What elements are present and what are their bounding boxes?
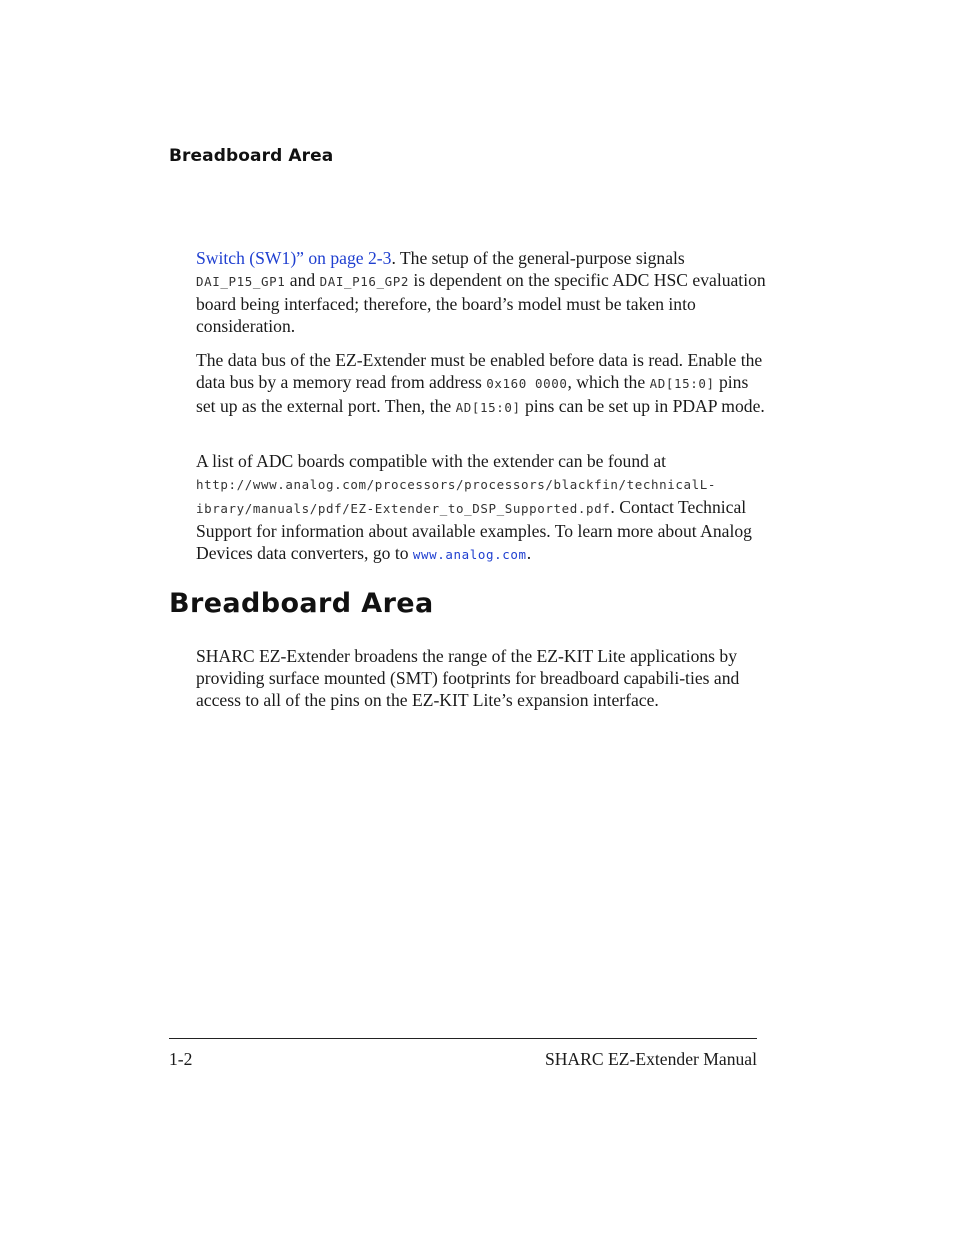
signal-name-code: DAI_P16_GP2 (319, 274, 409, 289)
manual-title: SHARC EZ-Extender Manual (544, 1049, 757, 1069)
pin-name-code: AD[15:0] (455, 400, 521, 415)
analog-website-link[interactable]: www.analog.com (412, 547, 527, 562)
url-code: http://www.analog.com/processors/processors/blackfin/technicalL- (196, 477, 717, 492)
url-code: ibrary/manuals/pdf/EZ-Extender_to_DSP_Supported.pdf (196, 501, 611, 516)
paragraph-text: pins set up as the external port. Then, the (196, 372, 749, 416)
paragraph-switch-setup (196, 247, 766, 337)
paragraph-text: . The setup of the general-purpose signals (391, 248, 685, 268)
paragraph-text: . Contact Technical Support for information about available examples. To learn more about Analog Devices data converters, go to (196, 497, 752, 563)
paragraph-text: A list of ADC boards compatible with the extender can be found at (196, 451, 667, 471)
cross-reference-link[interactable]: Switch (SW1)” on page 2-3 (196, 248, 392, 268)
paragraph-text: is dependent on the specific ADC HSC evaluation board being interfaced; therefore, the board’s model must be taken into consideration. (196, 270, 766, 336)
paragraph-text: , which the (567, 372, 650, 392)
page-number: 1-2 (169, 1049, 193, 1069)
footer-divider (169, 1038, 757, 1039)
paragraph-text: The data bus of the EZ-Extender must be enabled before data is read. Enable the data bus by a memory read from address (196, 350, 763, 392)
paragraph-data-bus (196, 349, 766, 419)
paragraph-text: and (285, 270, 320, 290)
section-heading: Breadboard Area (169, 588, 434, 619)
paragraph-text: pins can be set up in PDAP mode. (520, 396, 765, 416)
running-header: Breadboard Area (169, 146, 334, 166)
paragraph-adc-boards (196, 450, 766, 566)
address-code: 0x160 0000 (486, 376, 568, 391)
paragraph-text: . (526, 543, 532, 563)
paragraph-breadboard: SHARC EZ-Extender broadens the range of the EZ-KIT Lite applications by providing surface mounted (SMT) footprints for breadboard capabili-ties and access to all of the pins on the EZ-KIT Lite’s expansion interface. (196, 646, 740, 710)
signal-name-code: DAI_P15_GP1 (196, 274, 286, 289)
pin-name-code: AD[15:0] (649, 376, 715, 391)
